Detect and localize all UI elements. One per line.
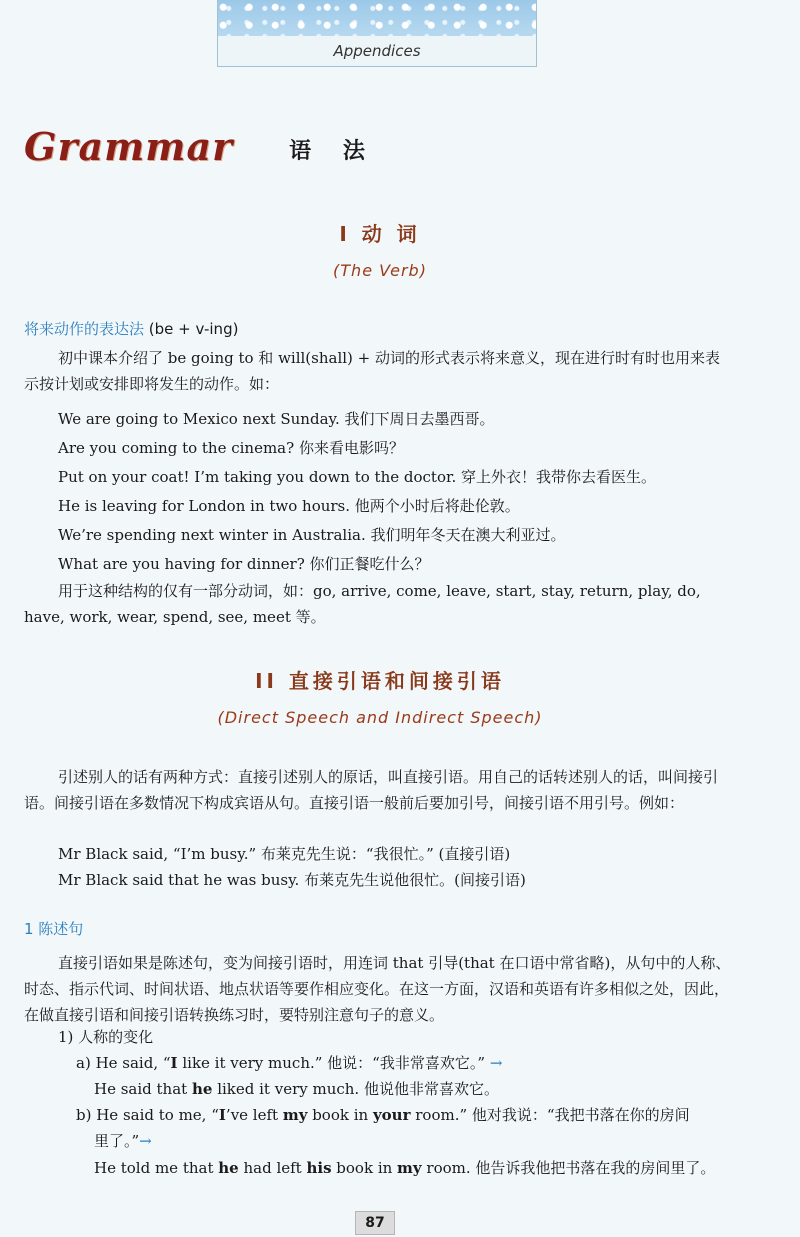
text-span: book in xyxy=(331,1159,398,1177)
bold-word: your xyxy=(372,1106,411,1124)
section2-heading xyxy=(0,665,760,727)
appendices-header-tab xyxy=(217,0,537,67)
example-a-indirect xyxy=(94,1078,499,1100)
example-b-indirect xyxy=(94,1157,715,1179)
bold-word: my xyxy=(282,1106,308,1124)
bold-word: I xyxy=(170,1054,178,1072)
header-label: Appendices xyxy=(333,42,421,60)
example-line: We’re spending next winter in Australia. 我们明年冬天在澳大利亚过。 xyxy=(58,526,566,544)
text-span: like it very much.” 他说：“我非常喜欢它。” xyxy=(177,1054,486,1072)
bold-word: he xyxy=(191,1080,213,1098)
title-chinese: 语 法 xyxy=(289,139,377,164)
title-english: Grammar xyxy=(24,124,234,169)
text-span: room. 他告诉我他把书落在我的房间里了。 xyxy=(421,1159,716,1177)
text-span: He said that xyxy=(94,1080,192,1098)
example-line: He is leaving for London in two hours. 他两个小时后将赴伦敦。 xyxy=(58,497,520,515)
section2-heading-zh: II 直接引语和间接引语 xyxy=(255,669,505,693)
section1-note: 用于这种结构的仅有一部分动词，如：go, arrive, come, leave, start, stay, return, play, do, have, work, wear, spend, see, meet 等。 xyxy=(24,582,701,626)
section1-heading xyxy=(0,218,760,280)
bold-word: I xyxy=(218,1106,226,1124)
bold-word: his xyxy=(306,1159,332,1177)
decorative-pattern xyxy=(218,0,536,36)
example-line: Are you coming to the cinema? 你来看电影吗？ xyxy=(58,439,404,457)
statements-explanation: 直接引语如果是陈述句，变为间接引语时，用连词 that 引导(that 在口语中常省略)，从句中的人称、时态、指示代词、时间状语、地点状语等要作相应变化。在这一方面，汉语和英语有许多相似之处，因此，在做直接引语和间接引语转换练习时，要特别注意句子的意义。 xyxy=(24,954,731,1024)
page-number: 87 xyxy=(355,1211,395,1235)
text-span: ’ve left xyxy=(225,1106,283,1124)
example-b-direct xyxy=(76,1104,690,1126)
example-a-direct xyxy=(76,1052,502,1074)
example-line: What are you having for dinner? 你们正餐吃什么？ xyxy=(58,555,430,573)
text-span: 里了。” xyxy=(94,1132,140,1150)
text-span: book in xyxy=(307,1106,373,1124)
section2-intro: 引述别人的话有两种方式：直接引述别人的原话，叫直接引语。用自己的话转述别人的话，叫间接引语。间接引语在多数情况下构成宾语从句。直接引语一般前后要加引号，间接引语不用引号。例如： xyxy=(24,768,719,812)
example-line: We are going to Mexico next Sunday. 我们下周日去墨西哥。 xyxy=(58,410,495,428)
section1-heading-zh: I 动 词 xyxy=(339,222,421,246)
direct-speech-example: Mr Black said, “I’m busy.” 布莱克先生说：“我很忙。” (直接引语) xyxy=(58,845,511,863)
indirect-speech-example: Mr Black said that he was busy. 布莱克先生说他很忙。(间接引语) xyxy=(58,871,526,889)
section1-heading-en: (The Verb) xyxy=(333,261,427,280)
section1-intro: 初中课本介绍了 be going to 和 will(shall) + 动词的形式表示将来意义，现在进行时有时也用来表示按计划或安排即将发生的动作。如： xyxy=(24,349,721,393)
bold-word: my xyxy=(397,1159,422,1177)
text-span: had left xyxy=(238,1159,307,1177)
bold-word: he xyxy=(218,1159,239,1177)
arrow-icon: → xyxy=(139,1132,152,1150)
section1-subheading xyxy=(24,318,238,339)
page-title xyxy=(24,124,377,169)
example-b-direct-cont xyxy=(94,1130,152,1152)
text-span: He told me that xyxy=(94,1159,219,1177)
sub-heading-statements: 1 陈述句 xyxy=(24,920,84,938)
subheading-suffix: (be + v-ing) xyxy=(148,320,239,338)
text-span: room.” 他对我说：“我把书落在你的房间 xyxy=(410,1106,690,1124)
example-line: Put on your coat! I’m taking you down to the doctor. 穿上外衣！我带你去看医生。 xyxy=(58,468,657,486)
arrow-icon: → xyxy=(489,1054,503,1072)
text-span: liked it very much. 他说他非常喜欢它。 xyxy=(212,1080,499,1098)
point-person-change: 1) 人称的变化 xyxy=(58,1028,154,1046)
section2-heading-en: (Direct Speech and Indirect Speech) xyxy=(217,708,543,727)
text-span: a) He said, “ xyxy=(76,1054,171,1072)
text-span: b) He said to me, “ xyxy=(76,1106,219,1124)
subheading-text: 将来动作的表达法 xyxy=(24,320,145,338)
